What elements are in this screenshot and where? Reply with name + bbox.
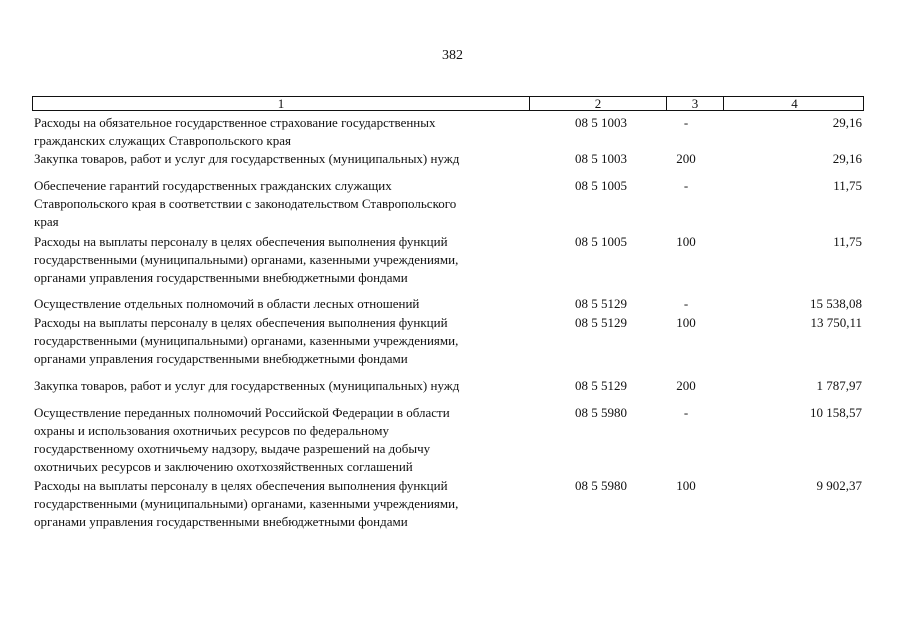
row-name [34, 233, 524, 287]
row-code: 08 5 5129 [575, 296, 627, 311]
row-amount: 29,16 [832, 151, 862, 166]
row-name-line: гражданских служащих Ставропольского края [34, 133, 291, 148]
row-name-line: Обеспечение гарантий государственных гражданских служащих [34, 178, 392, 193]
row-name-line: охотничьих ресурсов и заключению охотхозяйственных соглашений [34, 459, 413, 474]
row-amount: 1 787,97 [816, 378, 862, 393]
row-type: 100 [676, 478, 696, 493]
row-code: 08 5 1003 [575, 151, 627, 166]
row-amount: 9 902,37 [816, 478, 862, 493]
row-name-line: Расходы на выплаты персоналу в целях обеспечения выполнения функций [34, 478, 448, 493]
row-name-line: органами управления государственными внебюджетными фондами [34, 351, 408, 366]
row-type: - [683, 115, 689, 130]
row-name [34, 377, 524, 395]
row-name [34, 114, 524, 150]
row-amount: 15 538,08 [810, 296, 862, 311]
row-name-line: государственному охотничьему надзору, выдаче разрешений на добычу [34, 441, 431, 456]
row-name-line: Закупка товаров, работ и услуг для государственных (муниципальных) нужд [34, 378, 460, 393]
row-code: 08 5 5129 [575, 315, 627, 330]
row-type: - [683, 296, 689, 311]
row-code: 08 5 1005 [575, 234, 627, 249]
row-type: 100 [676, 315, 696, 330]
row-code: 08 5 1005 [575, 178, 627, 193]
row-name-line: государственными (муниципальными) органами, казенными учреждениями, [34, 333, 459, 348]
page-number: 382 [442, 48, 463, 63]
row-name-line: органами управления государственными внебюджетными фондами [34, 514, 408, 529]
row-name [34, 177, 524, 231]
header-col-1: 1 [33, 97, 530, 110]
row-type: 200 [676, 151, 696, 166]
row-name-line: Расходы на обязательное государственное страхование государственных [34, 115, 436, 130]
row-amount: 10 158,57 [810, 405, 862, 420]
row-name [34, 150, 524, 168]
row-code: 08 5 1003 [575, 115, 627, 130]
row-name-line: государственными (муниципальными) органами, казенными учреждениями, [34, 496, 459, 511]
row-type: 100 [676, 234, 696, 249]
row-amount: 29,16 [832, 115, 862, 130]
header-col-4: 4 [791, 96, 798, 111]
header-col-3: 3 [667, 97, 724, 110]
row-name-line: Осуществление отдельных полномочий в области лесных отношений [34, 296, 420, 311]
row-name [34, 314, 524, 368]
row-name-line: края [34, 214, 59, 229]
row-name-line: охраны и использования охотничьих ресурсов по федеральному [34, 423, 389, 438]
row-amount: 13 750,11 [810, 315, 862, 330]
row-name [34, 404, 524, 476]
row-name-line: Осуществление переданных полномочий Российской Федерации в области [34, 405, 450, 420]
row-name-line: Ставропольского края в соответствии с законодательством Ставропольского [34, 196, 457, 211]
row-amount: 11,75 [833, 178, 862, 193]
row-name-line: Закупка товаров, работ и услуг для государственных (муниципальных) нужд [34, 151, 460, 166]
row-name-line: Расходы на выплаты персоналу в целях обеспечения выполнения функций [34, 234, 448, 249]
row-code: 08 5 5129 [575, 378, 627, 393]
row-code: 08 5 5980 [575, 405, 627, 420]
table-header [32, 96, 864, 111]
header-col-2: 2 [530, 97, 667, 110]
row-name-line: Расходы на выплаты персоналу в целях обеспечения выполнения функций [34, 315, 448, 330]
row-code: 08 5 5980 [575, 478, 627, 493]
row-name [34, 295, 524, 313]
row-name-line: государственными (муниципальными) органами, казенными учреждениями, [34, 252, 459, 267]
row-name-line: органами управления государственными внебюджетными фондами [34, 270, 408, 285]
row-amount: 11,75 [833, 234, 862, 249]
row-type: - [683, 178, 689, 193]
row-name [34, 477, 524, 531]
row-type: - [683, 405, 689, 420]
row-type: 200 [676, 378, 696, 393]
